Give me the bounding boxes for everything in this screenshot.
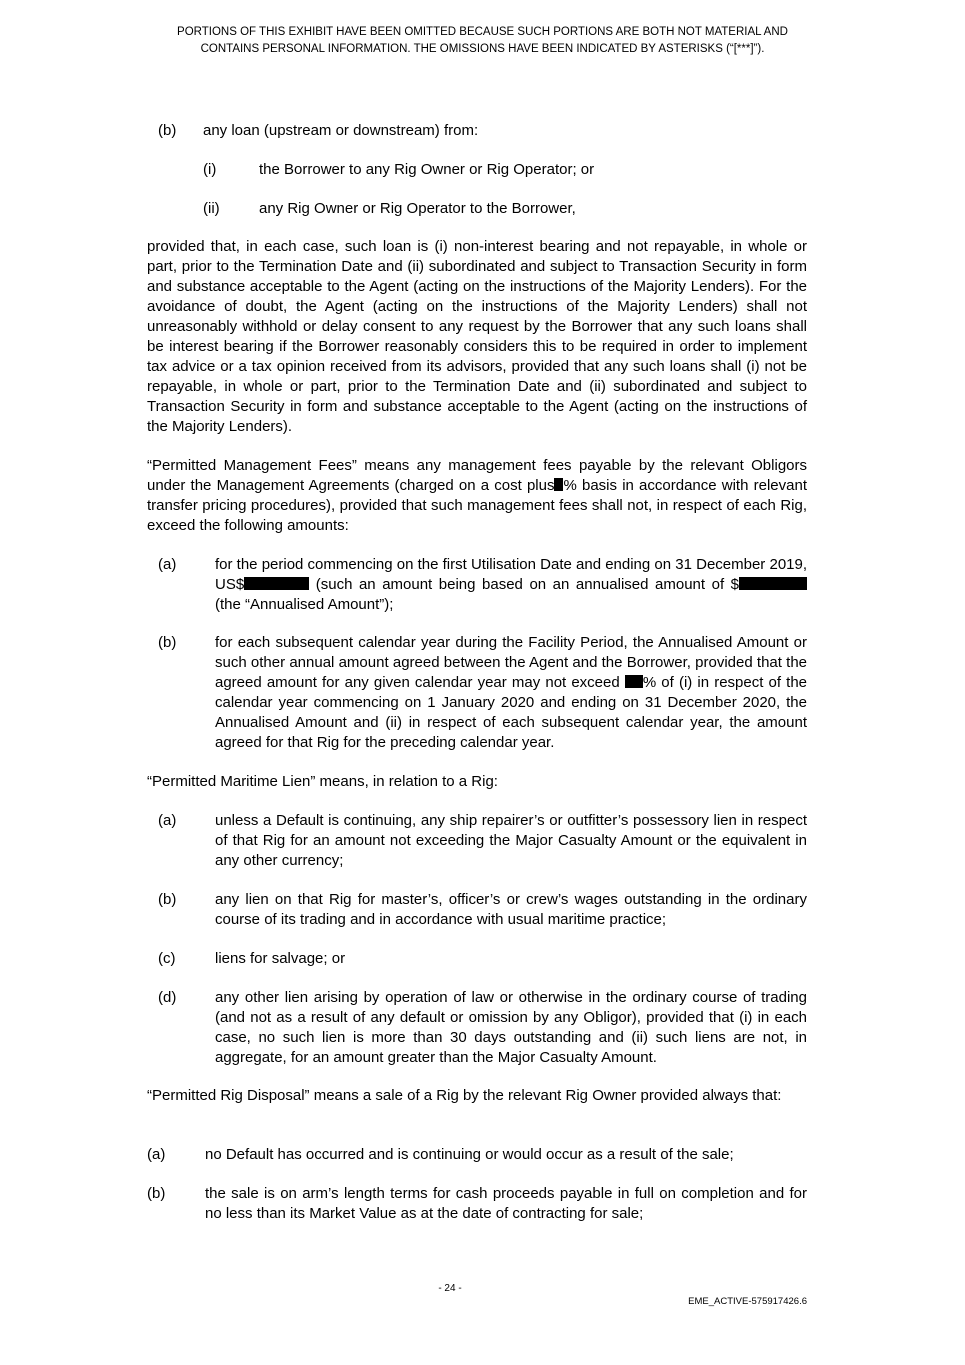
clause-label: (d) <box>158 989 177 1006</box>
header-line-2: CONTAINS PERSONAL INFORMATION. THE OMISSIONS HAVE BEEN INDICATED BY ASTERISKS (“[***]”). <box>200 43 765 55</box>
subclause-text: any Rig Owner or Rig Operator to the Borrower, <box>259 200 576 217</box>
clause-label: (b) <box>158 122 177 139</box>
clause-text: liens for salvage; or <box>215 950 346 967</box>
clause-text: any loan (upstream or downstream) from: <box>203 122 479 139</box>
page-number: - 24 - <box>438 1283 462 1294</box>
clause-label: (b) <box>158 634 177 651</box>
redaction-box <box>244 577 309 590</box>
subclause-label: (ii) <box>203 200 220 217</box>
definition-text: % basis in accordance with relevant transfer pricing procedures), provided that such management fees shall not, in respect of each Rig, exceed the following amounts: <box>147 477 807 534</box>
clause-label: (c) <box>158 950 176 967</box>
management-fees-definition <box>147 456 807 536</box>
clause-label: (a) <box>147 1146 166 1163</box>
clause-text <box>215 555 807 615</box>
clause-text <box>215 633 807 753</box>
clause-label: (a) <box>158 556 177 573</box>
clause-text-part: % of (i) in respect of the calendar year commencing on 1 January 2020 and ending on 31 December 2020, the Annualised Amount and (ii) in respect of each subsequent calendar year, the amount agreed for that Rig for the preceding calendar year. <box>215 674 807 751</box>
clause-text-part: (such an amount being based on an annualised amount of $ <box>309 576 739 593</box>
redaction-box <box>625 675 643 688</box>
subclause-text: the Borrower to any Rig Owner or Rig Operator; or <box>259 161 595 178</box>
clause-text: no Default has occurred and is continuing or would occur as a result of the sale; <box>205 1146 734 1163</box>
clause-text: the sale is on arm’s length terms for cash proceeds payable in full on completion and for no less than its Market Value as at the date of contracting for sale; <box>205 1185 807 1222</box>
subclause-label: (i) <box>203 161 217 178</box>
clause-label: (b) <box>147 1185 166 1202</box>
redaction-box <box>739 577 807 590</box>
clause-text: any other lien arising by operation of law or otherwise in the ordinary course of trading (and not as a result of any default or omission by any Obligor), provided that (i) in each case, no such lien is more than 30 days outstanding and (ii) such liens are not, in aggregate, for an amount greater than the Major Casualty Amount. <box>215 989 807 1066</box>
clause-text-part: (the “Annualised Amount”); <box>215 596 394 613</box>
definition-text: “Permitted Management Fees” means any management fees payable by the relevant Obligors under the Management Agreements (charged on a cost plus <box>147 457 807 494</box>
clause-text-part: for the period commencing on the first Utilisation Date and ending on 31 December 2019, US$ <box>215 556 808 593</box>
document-id: EME_ACTIVE-575917426.6 <box>688 1296 807 1307</box>
maritime-lien-definition: “Permitted Maritime Lien” means, in relation to a Rig: <box>147 773 498 790</box>
clause-text: any lien on that Rig for master’s, officer’s or crew’s wages outstanding in the ordinary course of its trading and in accordance with usual maritime practice; <box>215 891 807 928</box>
omission-notice-header <box>120 24 845 58</box>
clause-label: (b) <box>158 891 177 908</box>
rig-disposal-definition: “Permitted Rig Disposal” means a sale of a Rig by the relevant Rig Owner provided always that: <box>147 1087 782 1104</box>
clause-text-part: for each subsequent calendar year during the Facility Period, the Annualised Amount or such other annual amount agreed between the Agent and the Borrower, provided that the agreed amount for any given calendar year may not exceed <box>215 634 807 691</box>
clause-text: unless a Default is continuing, any ship repairer’s or outfitter’s possessory lien in respect of that Rig for an amount not exceeding the Major Casualty Amount or the equivalent in any other currency; <box>215 812 807 869</box>
loan-proviso-paragraph: provided that, in each case, such loan is (i) non-interest bearing and not repayable, in whole or part, prior to the Termination Date and (ii) subordinated and subject to Transaction Security in form and substance acceptable to the Agent (acting on the instructions of the Majority Lenders). For the avoidance of doubt, the Agent (acting on the instructions of the Majority Lenders) shall not unreasonably withhold or delay consent to any request by the Borrower that any such loans shall be interest bearing if the Borrower reasonably considers this to be required in order to implement tax advice or a tax opinion received from its advisors, provided that any such loans shall (i) not be repayable, in whole or part, prior to the Termination Date and (ii) subordinated and subject to Transaction Security in form and substance acceptable to the Agent (acting on the instructions of the Majority Lenders). <box>147 238 807 435</box>
clause-label: (a) <box>158 812 177 829</box>
header-line-1: PORTIONS OF THIS EXHIBIT HAVE BEEN OMITTED BECAUSE SUCH PORTIONS ARE BOTH NOT MATERIAL AND <box>177 26 788 38</box>
